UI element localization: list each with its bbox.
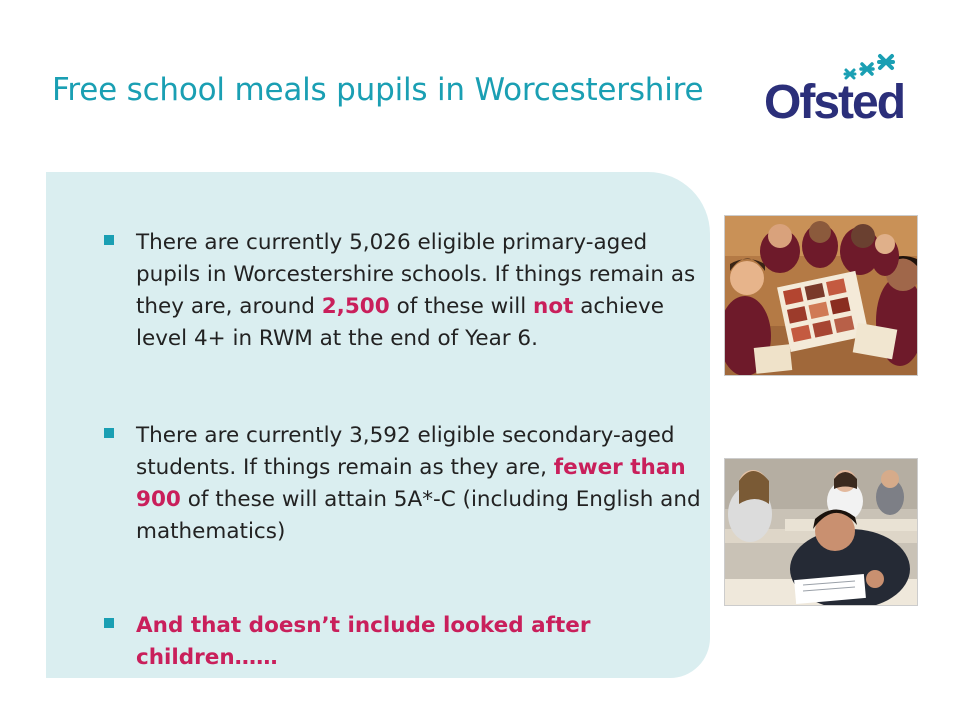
bullet-text-part: achieve level 4+ in RWM at the end of Year 6.: [136, 294, 664, 351]
bullet-text: And that doesn’t include looked after children……: [136, 613, 591, 670]
highlight-word: not: [533, 294, 574, 319]
bullet-text: [136, 227, 704, 355]
bullet-marker: [104, 235, 114, 245]
bullet-secondary-students: [104, 420, 704, 548]
highlight-number: 2,500: [321, 294, 390, 319]
logo-stars-icon: [845, 56, 893, 78]
ofsted-logo: [762, 44, 914, 126]
content-panel: [46, 172, 710, 678]
logo-text: Ofsted: [764, 76, 905, 126]
bullet-text-part: of these will attain 5A*-C (including English and mathematics): [136, 487, 701, 544]
bullet-marker: [104, 428, 114, 438]
bullet-marker: [104, 618, 114, 628]
bullet-text: [136, 420, 704, 548]
highlight-phrase: fewer than 900: [136, 455, 686, 512]
bullet-text-part: There are currently 5,026 eligible primary-aged pupils in Worcestershire schools. If things remain as they are, around: [136, 230, 696, 319]
bullet-text-part: There are currently 3,592 eligible secondary-aged students. If things remain as they are,: [136, 423, 675, 480]
slide-title: Free school meals pupils in Worcestershire: [52, 72, 704, 108]
secondary-students-photo: [724, 458, 918, 606]
bullet-text-part: of these will: [389, 294, 534, 319]
bullet-primary-pupils: [104, 227, 704, 355]
bullet-looked-after-children: [104, 610, 704, 674]
primary-pupils-photo: [724, 215, 918, 376]
